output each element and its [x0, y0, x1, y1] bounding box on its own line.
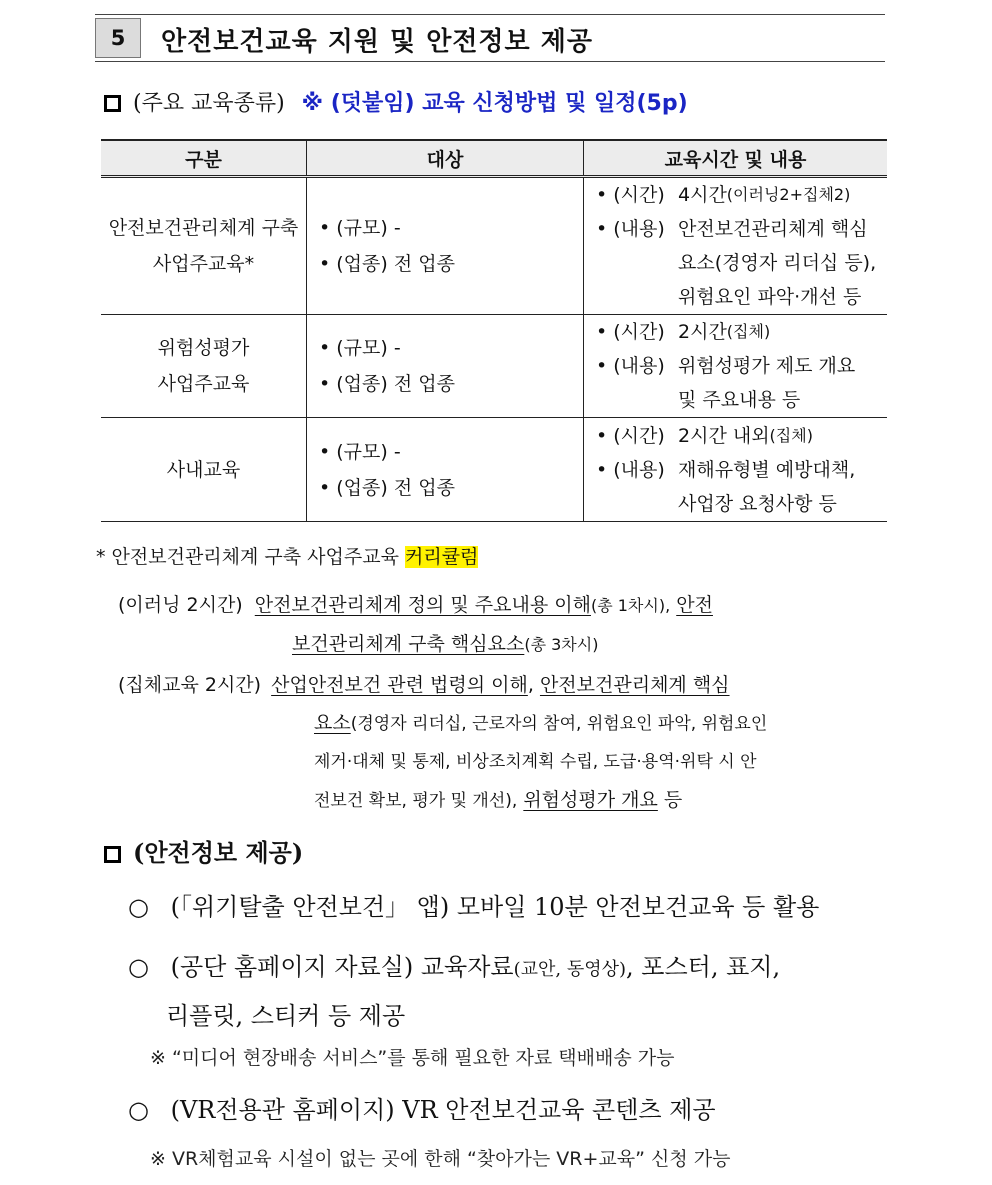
- group-edu-topic: 위험성평가 개요: [523, 789, 658, 811]
- table-row: [101, 315, 887, 418]
- elearning-topic: 안전보건관리체계 정의 및 주요내용 이해: [254, 594, 591, 616]
- content-label: • (내용): [596, 458, 665, 481]
- time-label: • (시간): [596, 184, 665, 206]
- table-header-row: [101, 140, 887, 177]
- safety-item-note: (교안, 동영상): [513, 959, 627, 980]
- group-edu-text: 전보건 확보, 평가 및 개선),: [314, 791, 518, 811]
- group-edu-line: [118, 781, 908, 820]
- section-header: [95, 14, 885, 62]
- target-line: • (규모) -: [319, 337, 401, 359]
- curriculum-title: [96, 542, 478, 569]
- edu-types-title: (주요 교육종류): [133, 91, 285, 116]
- content-label: • (내용): [596, 355, 665, 377]
- time-note: (이러닝2+집체2): [726, 185, 851, 204]
- curriculum-prefix: * 안전보건관리체계 구축 사업주교육: [96, 546, 399, 568]
- edu-types-note: ※ (덧붙임) 교육 신청방법 및 일정(5p): [301, 91, 688, 116]
- category-cell: [101, 315, 307, 418]
- time-value: 2시간: [678, 321, 727, 343]
- content-line: [596, 453, 887, 487]
- content-cell: [584, 315, 888, 418]
- table-header: 대상: [307, 140, 584, 177]
- category-line: 사내교육: [166, 458, 241, 481]
- education-table: [101, 139, 887, 522]
- content-cell: [584, 418, 888, 522]
- content-text: 안전보건관리체계 핵심: [678, 218, 868, 240]
- category-line: 위험성평가: [157, 337, 250, 359]
- safety-item: [128, 887, 819, 922]
- safety-item: [128, 1090, 716, 1125]
- safety-info-heading: [104, 833, 303, 868]
- group-edu-topic: 요소: [314, 712, 351, 734]
- safety-item: [128, 944, 780, 1039]
- circle-bullet-icon: ○: [128, 953, 149, 981]
- category-cell: [101, 177, 307, 315]
- group-edu-line: 제거·대체 및 통제, 비상조치계획 수립, 도급·용역·위탁 시 안: [314, 752, 757, 772]
- content-label: • (내용): [596, 218, 665, 240]
- table-row: [101, 177, 887, 315]
- safety-info-title: (안전정보 제공): [133, 838, 304, 867]
- target-line: • (업종) 전 업종: [319, 373, 455, 395]
- group-edu-line: [118, 666, 908, 704]
- group-edu-topic: 안전보건관리체계 핵심: [539, 674, 730, 696]
- content-text: 사업장 요청사항 등: [678, 492, 837, 515]
- target-line: • (업종) 전 업종: [319, 253, 455, 275]
- table-header: 구분: [101, 140, 307, 177]
- target-cell: [307, 418, 584, 522]
- category-cell: [101, 418, 307, 522]
- safety-note: ※ VR체험교육 시설이 없는 곳에 한해 “찾아가는 VR+교육” 신청 가능: [150, 1148, 731, 1170]
- time-value: 4시간: [678, 184, 727, 206]
- group-edu-topic: 산업안전보건 관련 법령의 이해: [271, 674, 528, 696]
- curriculum-highlight: 커리큘럼: [404, 546, 479, 568]
- category-line: 사업주교육: [157, 373, 250, 395]
- target-cell: [307, 315, 584, 418]
- category-line: 사업주교육*: [152, 253, 255, 275]
- content-cell: [584, 177, 888, 315]
- checkbox-square-icon: [104, 846, 121, 863]
- safety-item-text: , 포스터, 표지,: [626, 953, 781, 981]
- content-text: 요소(경영자 리더십 등),: [678, 252, 877, 274]
- safety-item-text: (VR전용관 홈페이지) VR 안전보건교육 콘텐츠 제공: [170, 1096, 716, 1124]
- elearning-block: [118, 586, 908, 664]
- target-cell: [307, 177, 584, 315]
- elearning-topic: 안전: [676, 594, 713, 616]
- separator: ,: [527, 674, 534, 696]
- elearning-label: (이러닝 2시간): [118, 594, 243, 616]
- circle-bullet-icon: ○: [128, 1096, 149, 1124]
- group-edu-line: [118, 704, 908, 743]
- section-title: 안전보건교육 지원 및 안전정보 제공: [161, 27, 593, 57]
- time-note: (집체): [769, 425, 813, 445]
- content-text: 위험성평가 제도 개요: [678, 355, 856, 377]
- elearning-note: (총 3차시): [524, 635, 599, 654]
- elearning-note: (총 1차시),: [590, 596, 671, 615]
- time-label: • (시간): [596, 424, 665, 447]
- time-line: [596, 178, 887, 212]
- elearning-line: [118, 586, 908, 625]
- time-line: [596, 315, 887, 349]
- category-line: 안전보건관리체계 구축: [108, 217, 299, 239]
- time-line: [596, 419, 887, 453]
- safety-item-text: (「위기탈출 안전보건」 앱) 모바일 10분 안전보건교육 등 활용: [170, 893, 820, 921]
- group-edu-text: (경영자 리더십, 근로자의 참여, 위험요인 파악, 위험요인: [350, 714, 768, 734]
- section-number: 5: [95, 18, 141, 58]
- edu-types-heading: [104, 86, 688, 117]
- table-row: [101, 418, 887, 522]
- group-edu-block: [118, 666, 908, 820]
- content-text: 위험요인 파악·개선 등: [678, 286, 862, 308]
- time-value: 2시간 내외: [678, 424, 770, 447]
- time-note: (집체): [726, 322, 771, 341]
- circle-bullet-icon: ○: [128, 893, 149, 921]
- safety-item-text: (공단 홈페이지 자료실) 교육자료: [170, 953, 514, 981]
- safety-note: ※ “미디어 현장배송 서비스”를 통해 필요한 자료 택배배송 가능: [150, 1047, 675, 1069]
- checkbox-square-icon: [104, 95, 121, 112]
- target-line: • (규모) -: [319, 217, 401, 239]
- target-line: • (업종) 전 업종: [319, 476, 455, 499]
- content-text: 재해유형별 예방대책,: [678, 458, 856, 481]
- group-edu-label: (집체교육 2시간): [118, 674, 262, 696]
- time-label: • (시간): [596, 321, 665, 343]
- safety-item-text: 리플릿, 스티커 등 제공: [166, 1002, 406, 1030]
- content-line: [596, 212, 887, 246]
- target-line: • (규모) -: [319, 440, 401, 463]
- table-header: 교육시간 및 내용: [584, 140, 888, 177]
- content-text: 및 주요내용 등: [678, 389, 801, 411]
- group-edu-text: 등: [663, 789, 683, 811]
- elearning-topic: 보건관리체계 구축 핵심요소: [292, 633, 525, 655]
- elearning-line: [118, 625, 908, 664]
- content-line: [596, 349, 887, 383]
